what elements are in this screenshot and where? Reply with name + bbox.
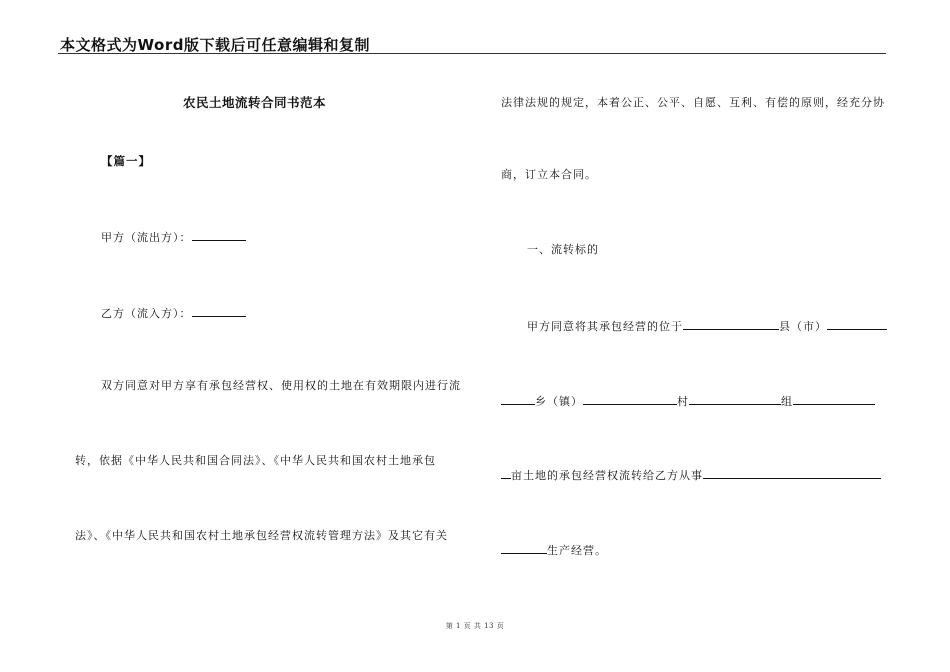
clause-line [501, 542, 607, 558]
town-label: 乡（镇） [535, 395, 583, 408]
header-divider [58, 53, 886, 54]
clause-line [501, 393, 875, 409]
clause-text: 亩土地的承包经营权流转给乙方从事 [511, 469, 703, 482]
document-header: 本文格式为Word版下载后可任意编辑和复制 [60, 36, 370, 54]
party-a-label: 甲方（流出方）： [101, 231, 192, 244]
clause-line [501, 467, 881, 483]
clause-text: 生产经营。 [547, 544, 607, 557]
clause-text: 甲方同意将其承包经营的位于 [527, 320, 683, 333]
town-blank-lead [501, 393, 535, 405]
acre-blank-lead [501, 467, 511, 479]
clause-line [527, 318, 887, 334]
clause-title: 一、流转标的 [527, 243, 599, 256]
village-label: 村 [677, 395, 689, 408]
paragraph-line: 法律法规的规定，本着公正、公平、自愿、互利、有偿的原则，经充分协 [501, 96, 885, 109]
county-label: 县（市） [779, 320, 827, 333]
village-blank [583, 393, 677, 405]
section-heading: 【篇一】 [101, 154, 151, 168]
document-title: 农民土地流转合同书范本 [183, 95, 327, 110]
paragraph-line: 双方同意对甲方享有承包经营权、使用权的土地在有效期限内进行流 [101, 379, 461, 392]
paragraph-line: 转，依据《中华人民共和国合同法》、《中华人民共和国农村土地承包 [75, 454, 436, 467]
group-label: 组 [781, 395, 793, 408]
paragraph-line: 商，订立本合同。 [501, 168, 597, 181]
location-blank [683, 318, 779, 330]
party-b-blank [192, 305, 246, 317]
area-blank [793, 393, 875, 405]
party-b-line [101, 305, 246, 321]
production-blank [501, 542, 547, 554]
county-blank [827, 318, 887, 330]
page-number: 第 1 页 共 13 页 [445, 622, 505, 630]
party-a-blank [192, 229, 246, 241]
business-blank [703, 467, 881, 479]
party-a-line [101, 229, 246, 245]
party-b-label: 乙方（流入方）： [101, 307, 192, 320]
paragraph-line: 法》、《中华人民共和国农村土地承包经营权流转管理方法》及其它有关 [75, 529, 448, 542]
group-blank [689, 393, 781, 405]
